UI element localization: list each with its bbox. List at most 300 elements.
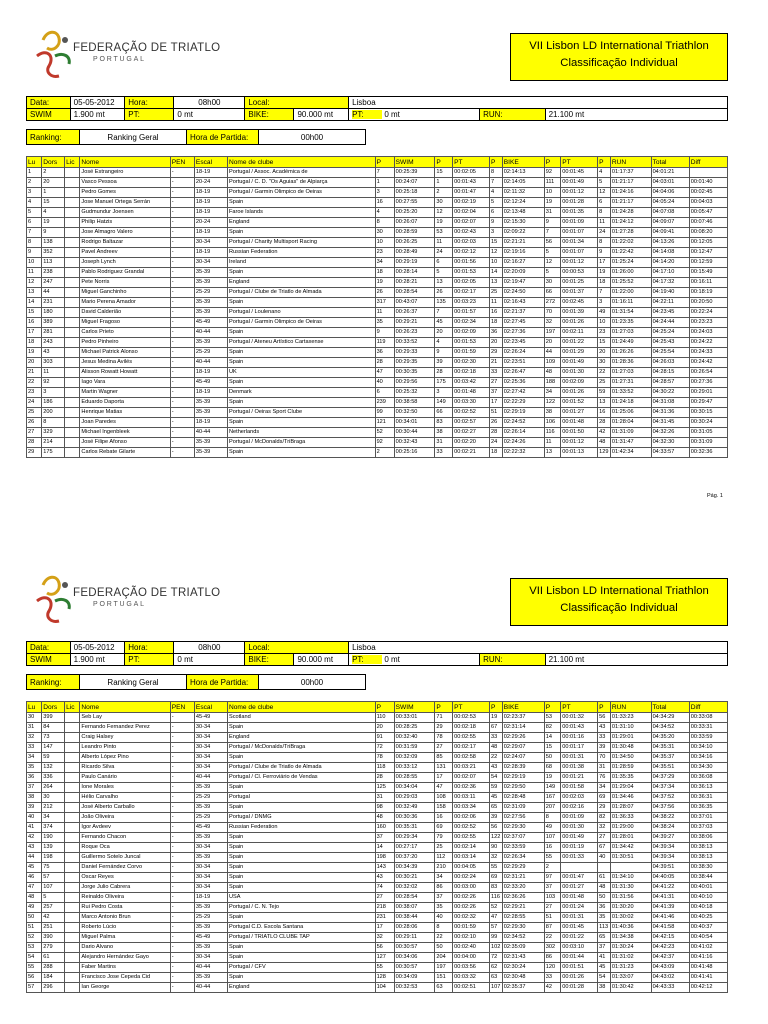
- table-row: [27, 288, 728, 298]
- cell-pt1-time: 00:02:18: [453, 368, 490, 378]
- cell-bike-time: 02:33:20: [502, 883, 544, 893]
- cell-license: [65, 418, 80, 428]
- cell-pt2-time: 00:01:32: [561, 713, 598, 723]
- cell-run-pos: 82: [598, 813, 611, 823]
- cell-penalty: -: [170, 218, 194, 228]
- cell-pt1-time: 00:02:58: [453, 753, 490, 763]
- cell-diff: 00:31:05: [689, 428, 727, 438]
- cell-pt2-pos: 38: [544, 408, 561, 418]
- cell-swim-time: 00:33:01: [394, 713, 435, 723]
- table-row: [27, 873, 728, 883]
- race-info-table: [26, 641, 728, 666]
- cell-total-time: 04:42:23: [651, 943, 689, 953]
- cell-club: Denmark: [227, 388, 375, 398]
- cell-pt2-pos: 68: [544, 763, 561, 773]
- pt-value: 0 mt: [174, 109, 245, 121]
- cell-run-pos: 76: [598, 773, 611, 783]
- cell-swim-pos: 34: [375, 258, 394, 268]
- cell-bike-time: 02:16:27: [502, 258, 544, 268]
- cell-total-time: 04:33:57: [651, 448, 689, 458]
- cell-club: Spain: [227, 378, 375, 388]
- cell-swim-pos: 1: [375, 178, 394, 188]
- results-table-page-1: [26, 156, 728, 458]
- cell-pt1-pos: 17: [435, 773, 453, 783]
- cell-run-pos: 113: [598, 923, 611, 933]
- cell-bib: 251: [42, 923, 65, 933]
- cell-run-time: 01:27:03: [610, 328, 651, 338]
- cell-diff: 00:41:48: [689, 963, 727, 973]
- cell-pt2-time: 00:01:58: [561, 783, 598, 793]
- ranking-value: Ranking Geral: [80, 130, 187, 145]
- cell-pt2-pos: 19: [544, 198, 561, 208]
- cell-diff: 00:42:12: [689, 983, 727, 993]
- column-header-pt1-time: PT: [453, 702, 490, 713]
- cell-bike-pos: 45: [490, 793, 503, 803]
- cell-age-group: 45-49: [194, 933, 227, 943]
- table-row: [27, 308, 728, 318]
- cell-pt1-pos: 69: [435, 823, 453, 833]
- cell-swim-pos: 2: [375, 448, 394, 458]
- federation-country: PORTUGAL: [93, 601, 146, 608]
- cell-swim-time: 00:25:32: [394, 388, 435, 398]
- cell-rank: 36: [27, 773, 42, 783]
- cell-bike-time: 02:33:59: [502, 843, 544, 853]
- cell-penalty: -: [170, 733, 194, 743]
- cell-pt1-pos: 30: [435, 198, 453, 208]
- cell-name: Pedro Pinheiro: [80, 338, 170, 348]
- cell-club: Spain: [227, 803, 375, 813]
- cell-name: Seb Lay: [80, 713, 170, 723]
- cell-run-pos: 13: [598, 398, 611, 408]
- cell-diff: 00:31:09: [689, 438, 727, 448]
- cell-pt1-time: 00:02:34: [453, 318, 490, 328]
- cell-swim-time: 00:33:52: [394, 338, 435, 348]
- cell-bike-time: 02:29:19: [502, 773, 544, 783]
- cell-run-pos: 37: [598, 943, 611, 953]
- column-header-penalty: PEN: [170, 157, 194, 168]
- cell-age-group: 30-34: [194, 753, 227, 763]
- cell-bib: 389: [42, 318, 65, 328]
- cell-bib: 200: [42, 408, 65, 418]
- local-value: Lisboa: [349, 97, 728, 109]
- cell-diff: 00:40:54: [689, 933, 727, 943]
- cell-bib: 30: [42, 793, 65, 803]
- cell-pt2-time: 00:01:52: [561, 398, 598, 408]
- table-row: [27, 893, 728, 903]
- cell-pt1-pos: 79: [435, 833, 453, 843]
- cell-swim-pos: 92: [375, 438, 394, 448]
- cell-name: Pedro Gomes: [80, 188, 170, 198]
- pt2-row: [349, 654, 480, 666]
- cell-penalty: -: [170, 298, 194, 308]
- column-header-bib: Dors: [42, 702, 65, 713]
- cell-run-pos: 28: [598, 418, 611, 428]
- cell-bib: 19: [42, 218, 65, 228]
- cell-pt1-pos: 175: [435, 378, 453, 388]
- cell-club: Portugal / C. N. Tejo: [227, 903, 375, 913]
- cell-diff: 00:04:03: [689, 198, 727, 208]
- cell-total-time: 04:42:37: [651, 953, 689, 963]
- cell-run-pos: 19: [598, 268, 611, 278]
- cell-bike-pos: 63: [490, 973, 503, 983]
- cell-age-group: 18-19: [194, 208, 227, 218]
- cell-pt1-pos: 11: [435, 238, 453, 248]
- cell-pt2-pos: 167: [544, 793, 561, 803]
- cell-total-time: 04:39:51: [651, 863, 689, 873]
- cell-swim-time: 00:27:55: [394, 198, 435, 208]
- cell-total-time: 04:41:46: [651, 913, 689, 923]
- cell-run-time: 01:28:36: [610, 358, 651, 368]
- cell-pt2-time: 00:01:07: [561, 228, 598, 238]
- cell-name: Martin Wagner: [80, 388, 170, 398]
- cell-pt2-time: 00:01:48: [561, 893, 598, 903]
- cell-rank: 42: [27, 833, 42, 843]
- cell-swim-pos: 31: [375, 793, 394, 803]
- cell-age-group: 40-44: [194, 773, 227, 783]
- cell-penalty: -: [170, 338, 194, 348]
- cell-swim-time: 00:28:54: [394, 288, 435, 298]
- cell-run-pos: 8: [598, 208, 611, 218]
- cell-run-pos: 48: [598, 883, 611, 893]
- cell-pt2-time: 00:01:24: [561, 903, 598, 913]
- table-row: [27, 753, 728, 763]
- cell-total-time: 04:22:11: [651, 298, 689, 308]
- cell-pt1-pos: 135: [435, 298, 453, 308]
- cell-rank: 12: [27, 278, 42, 288]
- cell-swim-pos: 6: [375, 388, 394, 398]
- cell-swim-pos: 121: [375, 418, 394, 428]
- cell-name: Alisson Rowatt Howatt: [80, 368, 170, 378]
- cell-penalty: -: [170, 208, 194, 218]
- cell-pt2-pos: 120: [544, 963, 561, 973]
- cell-name: Ricardo Silva: [80, 763, 170, 773]
- column-header-bike-time: BIKE: [502, 702, 544, 713]
- cell-penalty: -: [170, 388, 194, 398]
- cell-bike-time: 02:16:43: [502, 298, 544, 308]
- cell-pt2-time: 00:01:26: [561, 318, 598, 328]
- cell-age-group: 40-44: [194, 358, 227, 368]
- cell-swim-pos: 14: [375, 843, 394, 853]
- cell-run-pos: 67: [598, 843, 611, 853]
- cell-club: Portugal / Garmin Olimpico de Oeiras: [227, 188, 375, 198]
- cell-name: Jorge Julio Cabrera: [80, 883, 170, 893]
- cell-run-time: 01:31:02: [610, 953, 651, 963]
- cell-total-time: 04:04:06: [651, 188, 689, 198]
- cell-bike-time: 02:09:22: [502, 228, 544, 238]
- cell-pt1-time: 00:02:03: [453, 238, 490, 248]
- cell-pt1-time: 00:02:27: [453, 428, 490, 438]
- cell-pt2-time: 00:01:21: [561, 773, 598, 783]
- cell-name: Craig Halsey: [80, 733, 170, 743]
- cell-swim-pos: 48: [375, 813, 394, 823]
- cell-club: Spain: [227, 843, 375, 853]
- cell-swim-time: 00:26:25: [394, 238, 435, 248]
- cell-bike-pos: 13: [490, 278, 503, 288]
- cell-pt2-time: 00:01:07: [561, 248, 598, 258]
- cell-total-time: 04:31:36: [651, 408, 689, 418]
- cell-swim-time: 00:33:12: [394, 763, 435, 773]
- cell-bike-time: 02:13:48: [502, 208, 544, 218]
- cell-pt2-time: 00:01:49: [561, 178, 598, 188]
- cell-penalty: -: [170, 753, 194, 763]
- cell-pt1-pos: 71: [435, 713, 453, 723]
- cell-total-time: 04:09:41: [651, 228, 689, 238]
- cell-run-time: 01:22:00: [610, 288, 651, 298]
- cell-license: [65, 438, 80, 448]
- table-row: [27, 773, 728, 783]
- cell-run-pos: 10: [598, 318, 611, 328]
- cell-swim-time: 00:30:35: [394, 368, 435, 378]
- cell-bike-time: 02:28:55: [502, 913, 544, 923]
- cell-club: Portugal C.D. Escola Santana: [227, 923, 375, 933]
- cell-pt1-time: 00:02:24: [453, 873, 490, 883]
- cell-total-time: 04:32:30: [651, 438, 689, 448]
- cell-total-time: 04:43:33: [651, 983, 689, 993]
- cell-swim-time: 00:32:02: [394, 883, 435, 893]
- cell-bike-pos: 19: [490, 713, 503, 723]
- cell-rank: 41: [27, 823, 42, 833]
- cell-diff: 00:40:25: [689, 913, 727, 923]
- cell-pt2-time: 00:01:51: [561, 963, 598, 973]
- column-header-bike-time: BIKE: [502, 157, 544, 168]
- cell-diff: 00:34:30: [689, 763, 727, 773]
- column-header-pt2-pos: P: [544, 702, 561, 713]
- cell-run-pos: 48: [598, 438, 611, 448]
- cell-bib: 59: [42, 753, 65, 763]
- cell-pt1-time: 00:01:43: [453, 178, 490, 188]
- column-header-rank: Lu: [27, 702, 42, 713]
- cell-pt1-time: 00:02:26: [453, 893, 490, 903]
- cell-total-time: 04:42:15: [651, 933, 689, 943]
- cell-swim-pos: 125: [375, 783, 394, 793]
- cell-total-time: 04:25:43: [651, 338, 689, 348]
- cell-pt2-pos: 197: [544, 328, 561, 338]
- results-table-page-2: [26, 701, 728, 993]
- cell-club: Portugal / DNMG: [227, 813, 375, 823]
- cell-bike-pos: 48: [490, 743, 503, 753]
- cell-run-pos: [598, 863, 611, 873]
- cell-pt2-pos: 44: [544, 348, 561, 358]
- cell-license: [65, 793, 80, 803]
- cell-club: Netherlands: [227, 428, 375, 438]
- cell-run-time: 01:40:36: [610, 923, 651, 933]
- cell-license: [65, 853, 80, 863]
- cell-diff: 00:27:36: [689, 378, 727, 388]
- cell-bib: 288: [42, 963, 65, 973]
- cell-pt2-time: 00:01:49: [561, 833, 598, 843]
- cell-run-time: 01:26:26: [610, 348, 651, 358]
- cell-club: England: [227, 983, 375, 993]
- cell-bike-time: 02:26:34: [502, 853, 544, 863]
- cell-penalty: -: [170, 328, 194, 338]
- cell-bike-pos: 54: [490, 773, 503, 783]
- column-header-swim-pos: P: [375, 157, 394, 168]
- cell-pt1-pos: 8: [435, 923, 453, 933]
- cell-run-time: 01:31:47: [610, 438, 651, 448]
- cell-run-time: 01:22:42: [610, 248, 651, 258]
- cell-name: Leandro Pinto: [80, 743, 170, 753]
- cell-rank: 56: [27, 973, 42, 983]
- cell-run-pos: 24: [598, 228, 611, 238]
- cell-name: Jose Almagro Valero: [80, 228, 170, 238]
- cell-bib: 247: [42, 278, 65, 288]
- cell-swim-time: 00:29:33: [394, 348, 435, 358]
- cell-club: Ireland: [227, 258, 375, 268]
- cell-pt2-pos: 103: [544, 893, 561, 903]
- cell-club: Portugal / Charity Multisport Racing: [227, 238, 375, 248]
- cell-penalty: -: [170, 863, 194, 873]
- cell-pt2-time: 00:01:12: [561, 258, 598, 268]
- cell-swim-time: 00:32:50: [394, 408, 435, 418]
- table-row: [27, 328, 728, 338]
- cell-pt2-pos: 15: [544, 743, 561, 753]
- cell-pt2-time: 00:02:11: [561, 328, 598, 338]
- cell-bike-time: 02:35:09: [502, 943, 544, 953]
- cell-bike-time: 02:21:21: [502, 238, 544, 248]
- cell-rank: 20: [27, 358, 42, 368]
- cell-rank: 3: [27, 188, 42, 198]
- cell-run-time: 01:29:01: [610, 733, 651, 743]
- cell-pt1-pos: 6: [435, 258, 453, 268]
- cell-penalty: -: [170, 963, 194, 973]
- cell-swim-pos: 128: [375, 973, 394, 983]
- column-header-pt1-pos: P: [435, 157, 453, 168]
- cell-run-time: 01:34:38: [610, 933, 651, 943]
- cell-bib: 147: [42, 743, 65, 753]
- cell-diff: 00:41:41: [689, 973, 727, 983]
- cell-pt1-time: 00:02:32: [453, 913, 490, 923]
- cell-rank: 1: [27, 168, 42, 178]
- cell-age-group: 18-19: [194, 188, 227, 198]
- cell-pt1-pos: 1: [435, 178, 453, 188]
- cell-penalty: -: [170, 258, 194, 268]
- cell-name: Miguel Ganchinho: [80, 288, 170, 298]
- cell-diff: 00:15:49: [689, 268, 727, 278]
- cell-pt1-pos: 2: [435, 188, 453, 198]
- cell-age-group: 40-44: [194, 983, 227, 993]
- cell-penalty: -: [170, 783, 194, 793]
- cell-name: Mario Perena Amador: [80, 298, 170, 308]
- table-row: [27, 378, 728, 388]
- cell-club: England: [227, 733, 375, 743]
- cell-name: Faber Martins: [80, 963, 170, 973]
- cell-bib: 399: [42, 713, 65, 723]
- cell-rank: 43: [27, 843, 42, 853]
- cell-run-pos: 4: [598, 168, 611, 178]
- cell-bike-pos: 90: [490, 843, 503, 853]
- cell-pt1-time: 00:02:07: [453, 218, 490, 228]
- table-row: [27, 953, 728, 963]
- run-label: RUN:: [480, 109, 546, 121]
- table-row: [27, 338, 728, 348]
- cell-total-time: 04:24:44: [651, 318, 689, 328]
- cell-name: Fernando Chacon: [80, 833, 170, 843]
- cell-rank: 33: [27, 743, 42, 753]
- cell-pt2-pos: 16: [544, 843, 561, 853]
- cell-name: Vasco Pessoa: [80, 178, 170, 188]
- cell-pt2-time: 00:01:22: [561, 933, 598, 943]
- cell-pt2-time: [561, 863, 598, 873]
- cell-run-pos: 34: [598, 783, 611, 793]
- cell-diff: 00:05:47: [689, 208, 727, 218]
- cell-pt1-pos: 20: [435, 328, 453, 338]
- cell-bib: 9: [42, 228, 65, 238]
- cell-pt2-time: 00:01:43: [561, 723, 598, 733]
- cell-pt2-time: 00:03:10: [561, 943, 598, 953]
- cell-pt1-pos: 7: [435, 308, 453, 318]
- cell-penalty: -: [170, 933, 194, 943]
- cell-swim-time: 00:34:09: [394, 973, 435, 983]
- cell-run-time: 01:31:30: [610, 883, 651, 893]
- cell-age-group: 30-34: [194, 733, 227, 743]
- cell-bike-pos: 62: [490, 963, 503, 973]
- cell-license: [65, 318, 80, 328]
- federation-logo: [33, 26, 221, 84]
- cell-age-group: 20-24: [194, 218, 227, 228]
- cell-pt1-pos: 86: [435, 883, 453, 893]
- cell-diff: 00:34:16: [689, 753, 727, 763]
- cell-license: [65, 168, 80, 178]
- cell-total-time: 04:43:02: [651, 973, 689, 983]
- cell-rank: 26: [27, 418, 42, 428]
- cell-bike-time: 02:27:45: [502, 318, 544, 328]
- cell-pt1-pos: 31: [435, 438, 453, 448]
- cell-swim-pos: 37: [375, 833, 394, 843]
- cell-club: Portugal: [227, 793, 375, 803]
- cell-pt1-time: 00:02:21: [453, 448, 490, 458]
- cell-age-group: 30-34: [194, 873, 227, 883]
- cell-bike-pos: 7: [490, 178, 503, 188]
- cell-diff: 00:40:37: [689, 923, 727, 933]
- column-header-swim-pos: P: [375, 702, 394, 713]
- cell-pt2-pos: 49: [544, 823, 561, 833]
- cell-rank: 48: [27, 893, 42, 903]
- cell-bike-time: 02:29:07: [502, 743, 544, 753]
- table-row: [27, 178, 728, 188]
- cell-run-time: 01:31:54: [610, 308, 651, 318]
- cell-run-time: 01:31:10: [610, 723, 651, 733]
- cell-name: Miguel Fragoso: [80, 318, 170, 328]
- table-row: [27, 943, 728, 953]
- cell-name: Alejandro Hernández Gayo: [80, 953, 170, 963]
- cell-pt1-time: 00:02:30: [453, 358, 490, 368]
- cell-run-time: 01:28:04: [610, 418, 651, 428]
- cell-rank: 10: [27, 258, 42, 268]
- cell-license: [65, 743, 80, 753]
- cell-bike-pos: 18: [490, 448, 503, 458]
- cell-diff: 00:08:20: [689, 228, 727, 238]
- table-row: [27, 813, 728, 823]
- cell-age-group: 35-39: [194, 398, 227, 408]
- cell-age-group: 30-34: [194, 743, 227, 753]
- cell-rank: 38: [27, 793, 42, 803]
- cell-bike-time: 02:29:30: [502, 823, 544, 833]
- cell-pt2-time: 00:01:39: [561, 308, 598, 318]
- cell-license: [65, 238, 80, 248]
- cell-license: [65, 338, 80, 348]
- column-header-name: Nome: [80, 702, 170, 713]
- column-header-run-time: RUN: [610, 702, 651, 713]
- cell-age-group: 30-34: [194, 723, 227, 733]
- table-row: [27, 198, 728, 208]
- cell-run-pos: 15: [598, 338, 611, 348]
- cell-bib: 132: [42, 763, 65, 773]
- cell-swim-pos: 143: [375, 863, 394, 873]
- cell-bike-time: 02:19:16: [502, 248, 544, 258]
- cell-pt1-time: 00:02:26: [453, 903, 490, 913]
- cell-swim-time: 00:26:37: [394, 308, 435, 318]
- cell-name: José Filipe Afonso: [80, 438, 170, 448]
